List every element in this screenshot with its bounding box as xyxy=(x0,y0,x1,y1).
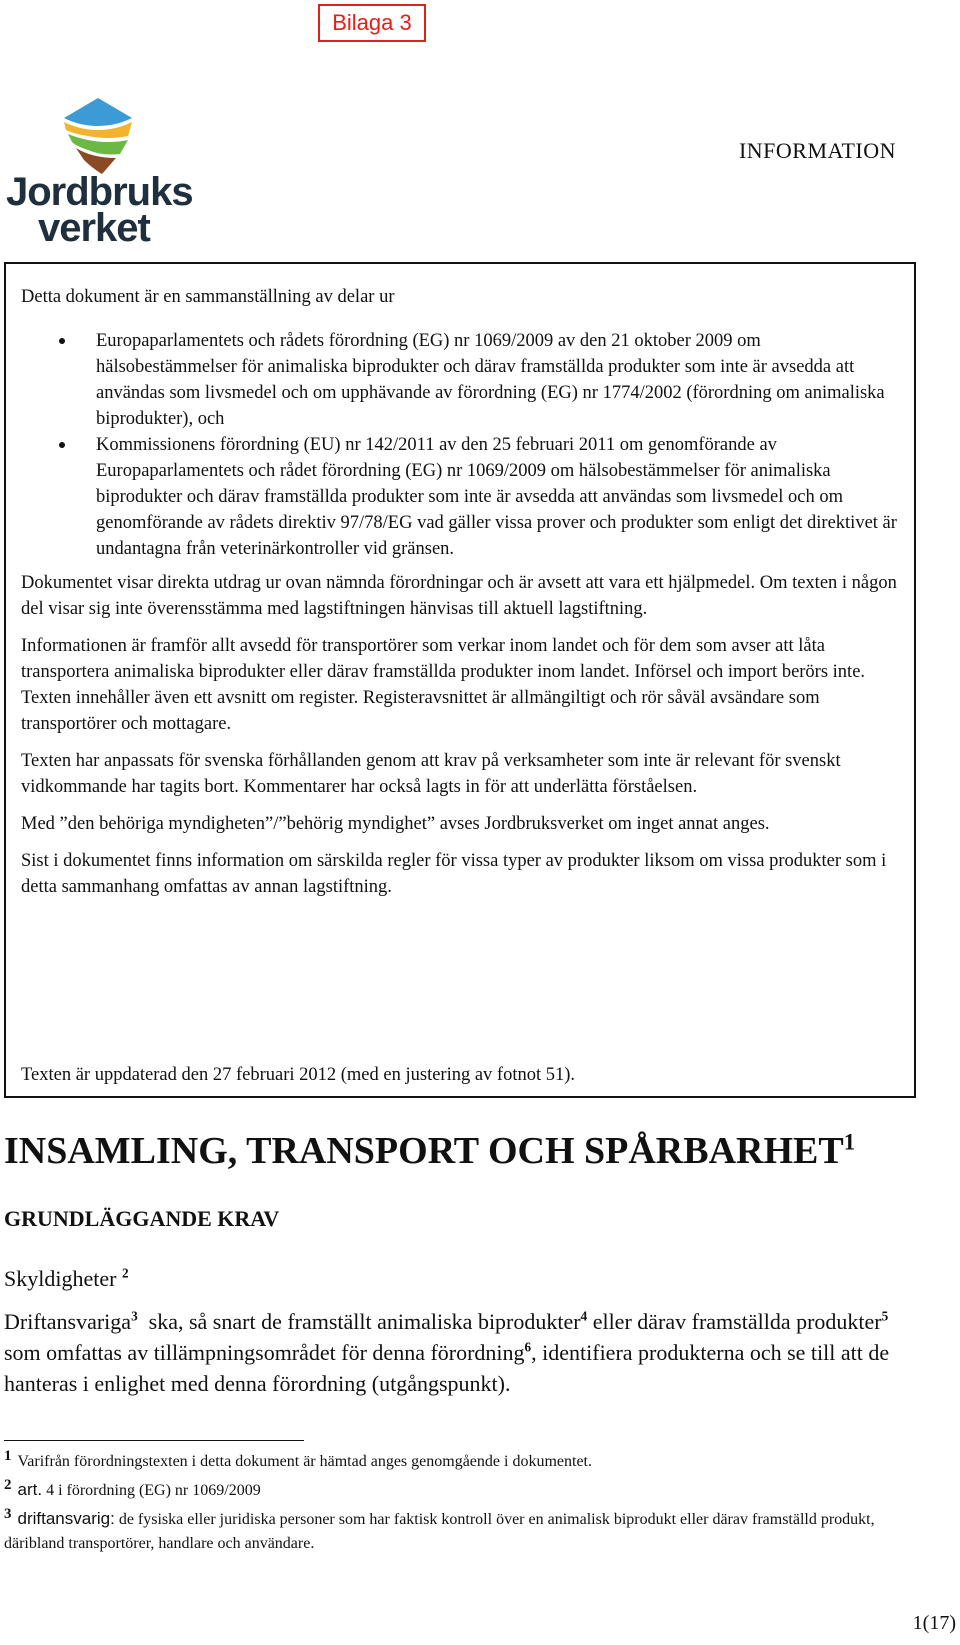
box-paragraph: Sist i dokumentet finns information om särskilda regler för vissa typer av produkter liksom om vissa produkter som i detta sammanhang omfattas av annan lagstiftning. xyxy=(21,851,887,897)
footnote-ref[interactable]: 2 xyxy=(121,1265,129,1281)
regulation-item: Europaparlamentets och rådets förordning (EG) nr 1069/2009 av den 21 oktober 2009 om hälsobestämmelser för animaliska biprodukter och därav framställda produkter som inte är avsedda att användas som livsmedel och om upphävande av förordning (EG) nr 1774/2002 (förordning om animaliska biprodukter), och xyxy=(21,328,900,432)
footnote-separator xyxy=(4,1440,304,1441)
update-note: Texten är uppdaterad den 27 februari 2012 (med en justering av fotnot 51). xyxy=(21,1065,576,1085)
page-number: 1(17) xyxy=(912,1612,956,1634)
box-intro: Detta dokument är en sammanställning av delar ur xyxy=(21,287,395,307)
attachment-label: Bilaga 3 xyxy=(318,4,426,42)
footnote: 1 Varifrån förordningstexten i detta dokument är hämtad anges genomgående i dokumentet. xyxy=(4,1447,592,1470)
bullet-icon xyxy=(59,338,65,344)
box-paragraph: Texten har anpassats för svenska förhållanden genom att krav på verksamheter som inte är relevant för svenskt vidkommande har tagits bort. Kommentarer har också lagts in för att underlätta förståelsen. xyxy=(21,751,841,797)
regulation-item: Kommissionens förordning (EU) nr 142/2011 av den 25 februari 2011 om genomförande av Europaparlamentets och rådet förordning (EG) nr 1069/2009 om hälsobestämmelser för animaliska biprodukter och därav framställda produkter som inte är avsedda att användas som livsmedel och om genomförande av rådets direktiv 97/78/EG vad gäller vissa prover och produkter som enligt det direktivet är undantagna från veterinärkontroller vid gränsen. xyxy=(21,432,900,562)
body-paragraph: Driftansvariga$^3$ ska, så snart de framställt animaliska biprodukter$^4$ eller därav framställda produkter$^5$ som omfattas av tillämpningsområdet för denna förordning$^6$, identifiera produkterna och se till att de hanteras i enlighet med denna förordning (utgångspunkt). xyxy=(4,1308,890,1396)
box-paragraph: Dokumentet visar direkta utdrag ur ovan nämnda förordningar och är avsett att vara ett hjälpmedel. Om texten i någon del visar sig inte överensstämma med lagstiftningen hänvisas till aktuell lagstiftning. xyxy=(21,573,897,619)
footnote: 2 art. 4 i förordning (EG) nr 1069/2009 xyxy=(4,1476,261,1499)
regulation-list xyxy=(21,328,900,562)
footnotes xyxy=(4,1447,924,1560)
logo xyxy=(6,96,193,250)
section-heading: Skyldigheter $^2$ xyxy=(4,1265,129,1291)
document-type-title: INFORMATION xyxy=(738,138,896,163)
footnote-ref[interactable]: 1 xyxy=(843,1129,856,1155)
summary-box xyxy=(4,262,916,1098)
logo-text-line2: verket xyxy=(38,206,150,250)
bullet-icon xyxy=(59,442,65,448)
main-heading: INSAMLING, TRANSPORT OCH SPÅRBARHET$^1$ xyxy=(4,1129,856,1172)
footnote-ref[interactable]: 5 xyxy=(881,1308,889,1324)
box-paragraph: Informationen är framför allt avsedd för transportörer som verkar inom landet och för dem som avser att låta transportera animaliska biprodukter eller därav framställda produkter inom landet. Införsel och import berörs inte. Texten innehåller även ett avsnitt om register. Registeravsnittet är allmängiltigt och rör såväl avsändare som transportörer och mottagare. xyxy=(21,636,866,734)
footnote: 3 driftansvarig: de fysiska eller juridiska personer som har faktisk kontroll över en animalisk biprodukt eller därav framställd produkt, däribland transportörer, handlare och användare. xyxy=(4,1505,875,1552)
footnote-ref[interactable]: 6 xyxy=(524,1339,532,1355)
footnote-ref[interactable]: 3 xyxy=(131,1308,138,1324)
logo-mark-icon xyxy=(58,96,138,176)
footnote-ref[interactable]: 4 xyxy=(580,1308,588,1324)
sub-heading: GRUNDLÄGGANDE KRAV xyxy=(4,1206,280,1231)
logo-text-line1: Jordbruks xyxy=(6,170,193,214)
box-paragraph: Med ”den behöriga myndigheten”/”behörig myndighet” avses Jordbruksverket om inget annat anges. xyxy=(21,814,770,834)
